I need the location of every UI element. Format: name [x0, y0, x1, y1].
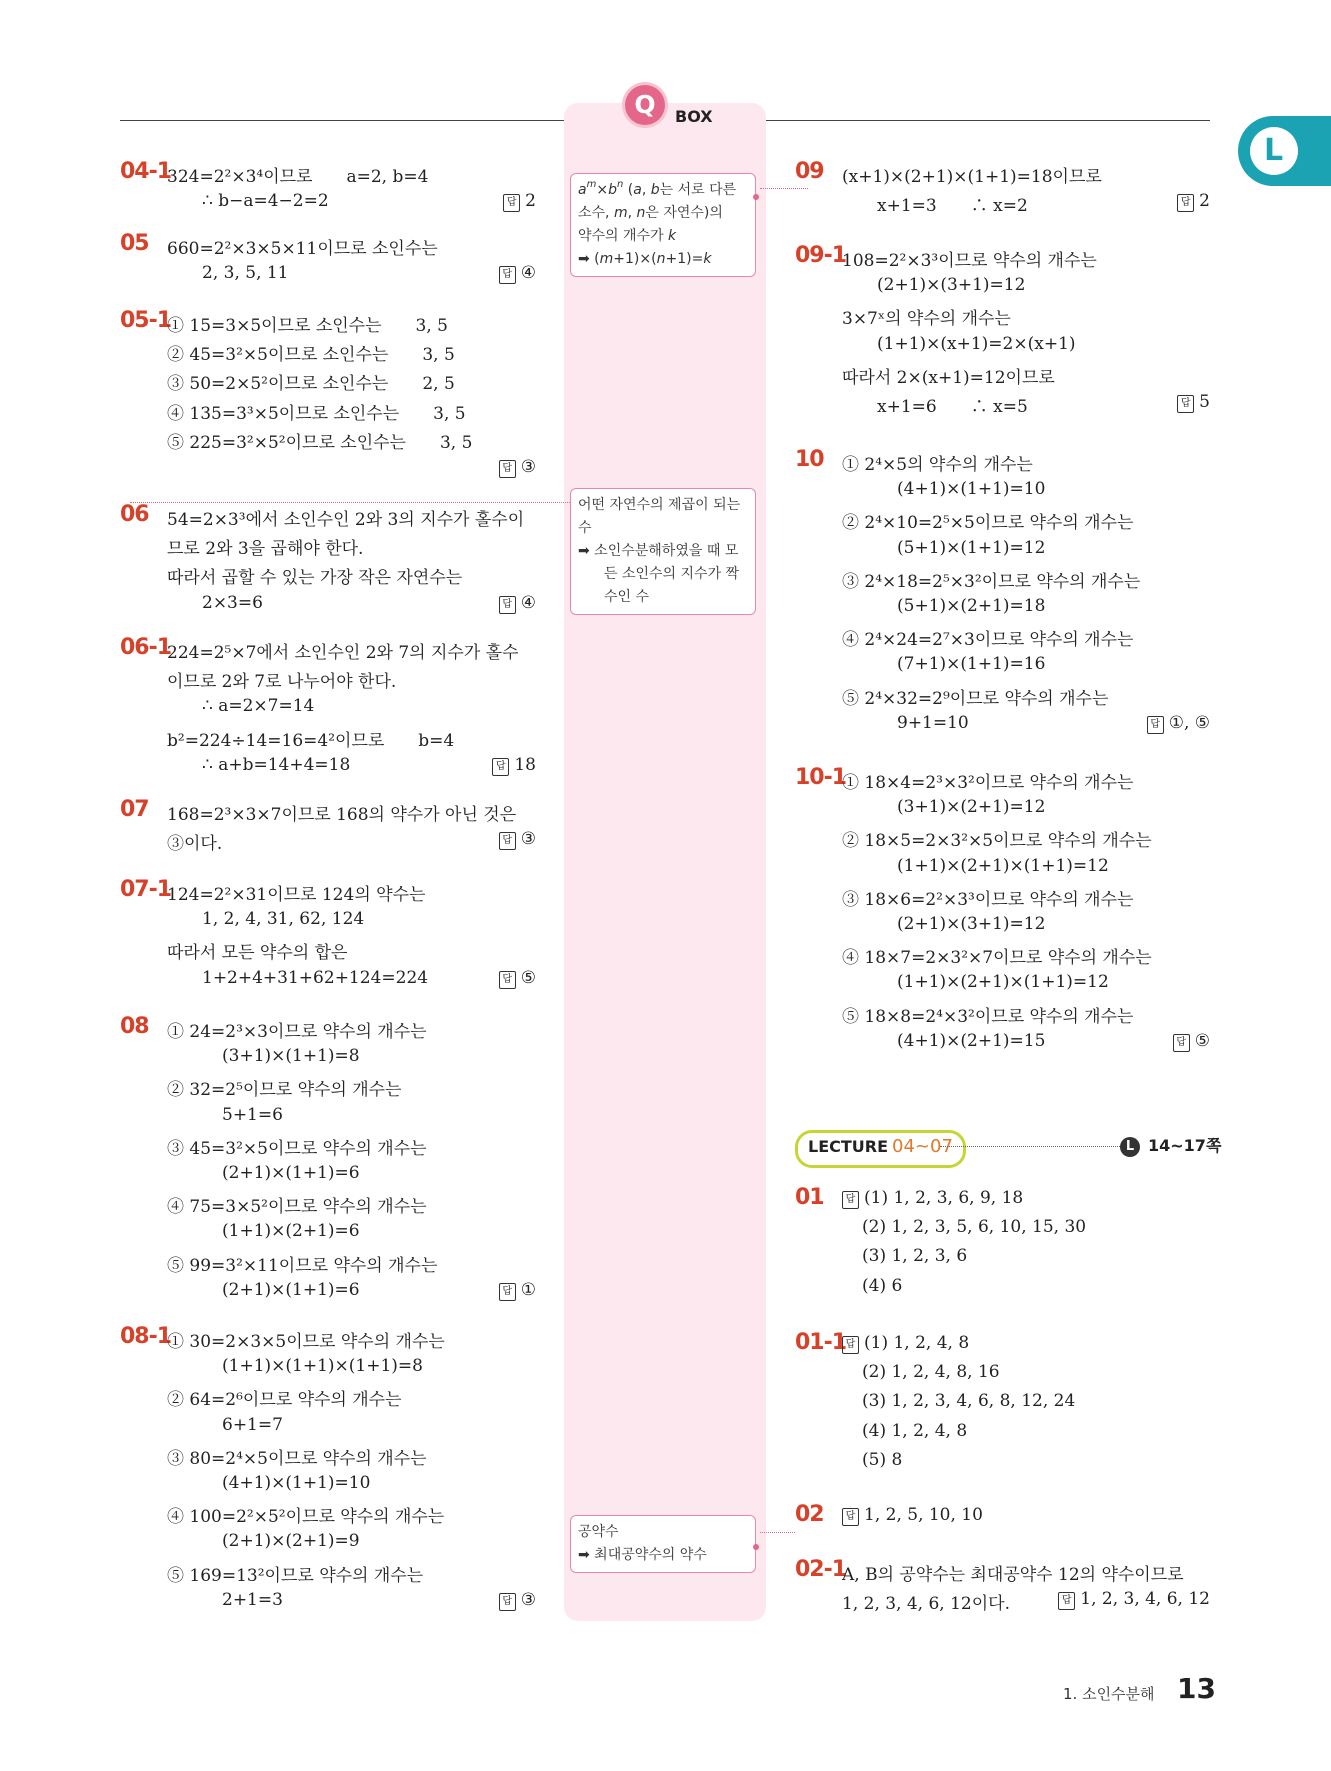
answer	[1173, 1031, 1210, 1052]
problem-number: 06-1	[120, 635, 172, 660]
solution-line: A, B의 공약수는 최대공약수 12의 약수이므로	[842, 1565, 1184, 1585]
problem-number: 04-1	[120, 159, 172, 184]
solution-line: (3) 1, 2, 3, 4, 6, 8, 12, 24	[862, 1391, 1076, 1412]
problem-number: 10-1	[795, 765, 847, 790]
problem-number: 02-1	[795, 1557, 847, 1582]
solution-line: ② 32=2⁵이므로 약수의 개수는	[167, 1080, 402, 1101]
solution-line: (2+1)×(1+1)=6	[222, 1163, 360, 1183]
solution-line: ③ 2⁴×18=2⁵×3²이므로 약수의 개수는	[842, 571, 1141, 592]
solution-line: (4+1)×(2+1)=15	[897, 1030, 1046, 1051]
answer-icon: 답	[492, 758, 509, 776]
note-connector-2	[130, 502, 570, 503]
answer-icon: 답	[503, 194, 520, 212]
solution-line: ③ 50=2×5²이므로 소인수는 2, 5	[167, 374, 455, 395]
answer	[492, 755, 536, 776]
solution-line: ① 18×4=2³×3²이므로 약수의 개수는	[842, 773, 1134, 793]
problem-number: 01-1	[795, 1330, 847, 1355]
solution-line: (3+1)×(1+1)=8	[222, 1046, 360, 1067]
connector-dot	[753, 1544, 759, 1550]
solution-line: ② 64=2⁶이므로 약수의 개수는	[167, 1390, 402, 1411]
answer-value: 2	[1199, 191, 1210, 212]
lecture-tab	[1238, 116, 1331, 186]
solution-line: 124=2²×31이므로 124의 약수는	[167, 885, 426, 905]
problem-number: 05	[120, 231, 149, 256]
answer	[499, 263, 536, 284]
solution-line: ③ 18×6=2²×3³이므로 약수의 개수는	[842, 889, 1134, 910]
lecture-tab-circle	[1250, 127, 1298, 175]
solution-line: 324=2²×3⁴이므로 a=2, b=4	[167, 167, 429, 187]
answer-value: ③	[520, 829, 536, 850]
problem-number: 05-1	[120, 308, 172, 333]
solution-line: 1+2+4+31+62+124=224	[202, 967, 429, 988]
solution-line: 108=2²×3³이므로 약수의 개수는	[842, 251, 1097, 271]
answer-icon: 답	[499, 971, 516, 989]
solution-line: ③ 45=3²×5이므로 약수의 개수는	[167, 1138, 427, 1159]
lecture-dotted-rule	[940, 1146, 1120, 1147]
solution-line: (4) 6	[862, 1275, 903, 1296]
header-rule-left	[120, 120, 564, 121]
answer	[1177, 392, 1210, 413]
solution-line: ② 2⁴×10=2⁵×5이므로 약수의 개수는	[842, 513, 1134, 534]
qbox-note-2	[570, 488, 756, 615]
answer-icon: 답	[1177, 194, 1194, 212]
answer-value: ⑤	[520, 967, 536, 988]
solution-line: ⑤ 2⁴×32=2⁹이므로 약수의 개수는	[842, 688, 1109, 709]
solution-line: 660=2²×3×5×11이므로 소인수는	[167, 239, 438, 259]
solution-line: 224=2⁵×7에서 소인수인 2와 7의 지수가 홀수	[167, 643, 519, 663]
solution-line: (1+1)×(2+1)=6	[222, 1221, 360, 1242]
qbox-note-1	[570, 173, 756, 277]
solution-line: (2+1)×(3+1)=12	[877, 275, 1026, 296]
problem-number: 02	[795, 1502, 824, 1527]
answer-icon: 답	[1058, 1592, 1075, 1610]
solution-line: 2, 3, 5, 11	[202, 263, 289, 284]
solution-line: ② 18×5=2×3²×5이므로 약수의 개수는	[842, 831, 1152, 852]
problem-number: 08-1	[120, 1324, 172, 1349]
solution-line: 1, 2, 4, 31, 62, 124	[202, 909, 365, 930]
solution-line: ⑤ 169=13²이므로 약수의 개수는	[167, 1565, 424, 1586]
lecture-range: 04~07	[892, 1136, 953, 1157]
solution-line: (4+1)×(1+1)=10	[897, 479, 1046, 500]
solution-line: x+1=3 ∴ x=2	[877, 196, 1028, 217]
solution-line: ③이다.	[167, 834, 223, 855]
answer	[1147, 713, 1210, 734]
solution-line: 168=2³×3×7이므로 168의 약수가 아닌 것은	[167, 805, 517, 825]
qbox-note-line: 소수, m, n은 자연수)의	[578, 205, 723, 221]
answer-icon: 답	[499, 596, 516, 614]
solution-line: ① 15=3×5이므로 소인수는 3, 5	[167, 316, 448, 336]
solution-line: 1, 2, 3, 4, 6, 12이다.	[842, 1594, 1010, 1615]
solution-line: (1+1)×(2+1)×(1+1)=12	[897, 855, 1109, 876]
solution-line: (4) 1, 2, 4, 8	[862, 1420, 968, 1441]
qbox-column	[564, 103, 766, 1621]
answer-icon: 답	[499, 1593, 516, 1611]
lecture-label	[795, 1130, 966, 1168]
answer-icon: 답	[499, 266, 516, 284]
solution-line: 이므로 2와 7로 나누어야 한다.	[167, 672, 397, 693]
solution-line: (2) 1, 2, 4, 8, 16	[862, 1362, 1000, 1383]
header-rule-right	[766, 120, 1210, 121]
lecture-word: LECTURE	[808, 1137, 889, 1156]
solution-line: ① 24=2³×3이므로 약수의 개수는	[167, 1022, 427, 1042]
problem-number: 01	[795, 1185, 824, 1210]
solution-line: 6+1=7	[222, 1414, 283, 1435]
solution-line: 따라서 곱할 수 있는 가장 작은 자연수는	[167, 568, 463, 589]
solution-line: (1) 1, 2, 4, 8	[864, 1333, 970, 1353]
solution-line: (4+1)×(1+1)=10	[222, 1473, 371, 1493]
qbox-note-line: ➡ 소인수분해하였을 때 모	[578, 543, 739, 559]
solution-line: ④ 100=2²×5²이므로 약수의 개수는	[167, 1507, 445, 1528]
answer	[499, 968, 536, 989]
solution-line: (2+1)×(2+1)=9	[222, 1531, 360, 1552]
qbox-note-line: 어떤 자연수의 제곱이 되는	[578, 497, 741, 513]
problem-number: 09-1	[795, 243, 847, 268]
solution-line: (7+1)×(1+1)=16	[897, 654, 1046, 675]
answer-icon: 답	[1173, 1034, 1190, 1052]
answer-icon: 답	[499, 1283, 516, 1301]
answer-icon: 답	[499, 832, 516, 850]
solution-line: (1) 1, 2, 3, 6, 9, 18	[864, 1188, 1024, 1208]
answer-icon: 답	[842, 1336, 859, 1354]
answer-value: 2	[525, 191, 536, 212]
answer-value: 18	[514, 754, 536, 775]
solution-line: (5+1)×(2+1)=18	[897, 596, 1046, 616]
qbox-note-line: ➡ 최대공약수의 약수	[578, 1547, 707, 1563]
solution-line: (3+1)×(2+1)=12	[897, 797, 1046, 818]
solution-line: (3) 1, 2, 3, 6	[862, 1246, 968, 1267]
q-badge: Q	[625, 85, 665, 125]
solution-line: x+1=6 ∴ x=5	[877, 397, 1028, 417]
solution-line: (5+1)×(1+1)=12	[897, 537, 1046, 558]
answer-value: ③	[520, 1589, 536, 1610]
solution-line: (2+1)×(3+1)=12	[897, 914, 1046, 934]
lecture-pages	[1120, 1133, 1221, 1157]
solution-line: ④ 75=3×5²이므로 약수의 개수는	[167, 1197, 427, 1218]
answer	[499, 1590, 536, 1611]
solution-line: (2) 1, 2, 3, 5, 6, 10, 15, 30	[862, 1217, 1087, 1238]
solution-line: ∴ a=2×7=14	[202, 696, 315, 717]
solution-line: (1+1)×(1+1)×(1+1)=8	[222, 1356, 423, 1377]
qbox-note-line: 수	[578, 520, 592, 536]
answer-value: ①, ⑤	[1168, 712, 1210, 733]
solution-line: ④ 2⁴×24=2⁷×3이므로 약수의 개수는	[842, 630, 1134, 651]
solution-line: ③ 80=2⁴×5이므로 약수의 개수는	[167, 1448, 427, 1469]
solution-line: ⑤ 99=3²×11이므로 약수의 개수는	[167, 1255, 438, 1276]
solution-line: 따라서 모든 약수의 합은	[167, 943, 348, 964]
answer-value: ③	[520, 457, 536, 477]
solution-line: ⑤ 18×8=2⁴×3²이므로 약수의 개수는	[842, 1006, 1134, 1027]
problem-number: 07-1	[120, 877, 172, 902]
page-number: 13	[1177, 1672, 1216, 1705]
answer	[499, 1280, 536, 1301]
solution-line: 1, 2, 5, 10, 10	[864, 1505, 983, 1525]
qbox-note-line: 수인 수	[604, 589, 650, 605]
solution-line: (5) 8	[862, 1449, 903, 1470]
connector-dot	[753, 194, 759, 200]
note-connector-3	[760, 1532, 795, 1533]
footer-chapter: 1. 소인수분해	[1063, 1685, 1155, 1703]
solution-line: ④ 18×7=2×3²×7이므로 약수의 개수는	[842, 948, 1152, 969]
solution-line: 5+1=6	[222, 1104, 283, 1125]
solution-line: ① 2⁴×5의 약수의 개수는	[842, 455, 1033, 475]
solution-line: b²=224÷14=16=4²이므로 b=4	[167, 730, 455, 751]
answer	[499, 457, 536, 478]
problem-number: 07	[120, 797, 149, 822]
solution-line: 2+1=3	[222, 1589, 283, 1610]
answer-icon-wrap	[842, 1333, 864, 1354]
solution-line: 54=2×3³에서 소인수인 2와 3의 지수가 홀수이	[167, 510, 525, 530]
solution-line: ② 45=3²×5이므로 소인수는 3, 5	[167, 345, 455, 366]
answer-value: ①	[520, 1279, 536, 1300]
answer-value: ④	[520, 592, 536, 613]
answer-icon-wrap	[842, 1505, 864, 1526]
solution-line: ① 30=2×3×5이므로 약수의 개수는	[167, 1332, 445, 1352]
lecture-tab-letter: L	[1264, 133, 1284, 168]
answer-value: 5	[1199, 392, 1210, 412]
qbox-note-line: ➡ (m+1)×(n+1)=k	[578, 251, 712, 267]
solution-line: ④ 135=3³×5이므로 소인수는 3, 5	[167, 403, 466, 424]
lecture-icon: L	[1120, 1137, 1140, 1157]
solution-line: (1+1)×(x+1)=2×(x+1)	[877, 333, 1076, 354]
problem-number: 09	[795, 159, 824, 184]
note-connector-1	[760, 188, 808, 189]
solution-line: 2×3=6	[202, 592, 263, 613]
qbox-note-line: 공약수	[578, 1524, 619, 1540]
answer	[499, 593, 536, 614]
solution-line: (2+1)×(1+1)=6	[222, 1279, 360, 1300]
solution-line: 므로 2와 3을 곱해야 한다.	[167, 539, 364, 560]
qbox-header	[625, 85, 713, 126]
qbox-note-line: $a^m\times b^n$ (a, b는 서로 다른	[578, 179, 737, 198]
qbox-note-line: 약수의 개수가 k	[578, 228, 677, 244]
answer	[1177, 191, 1210, 212]
solution-line: (x+1)×(2+1)×(1+1)=18이므로	[842, 167, 1102, 187]
answer-icon-wrap	[842, 1188, 864, 1209]
solution-line: ⑤ 225=3²×5²이므로 소인수는 3, 5	[167, 432, 473, 453]
answer	[499, 829, 536, 850]
answer-icon: 답	[1147, 716, 1164, 734]
answer-value: ⑤	[1194, 1030, 1210, 1051]
answer-value: 1, 2, 3, 4, 6, 12	[1080, 1589, 1210, 1610]
answer	[1058, 1589, 1210, 1610]
solution-line: ∴ b−a=4−2=2	[202, 191, 329, 212]
box-label: BOX	[675, 107, 713, 126]
qbox-note-line: 든 소인수의 지수가 짝	[604, 566, 740, 582]
answer	[503, 191, 536, 212]
problem-number: 08	[120, 1014, 149, 1039]
solution-line: (1+1)×(2+1)×(1+1)=12	[897, 972, 1109, 993]
answer-icon: 답	[842, 1191, 859, 1209]
problem-number: 06	[120, 502, 149, 527]
solution-line: 3×7ˣ의 약수의 개수는	[842, 309, 1011, 330]
solution-line: ∴ a+b=14+4=18	[202, 754, 351, 775]
qbox-note-3	[570, 1515, 756, 1573]
answer-icon: 답	[1177, 395, 1194, 413]
solution-line: 따라서 2×(x+1)=12이므로	[842, 367, 1055, 388]
answer-icon: 답	[499, 460, 516, 478]
answer-icon: 답	[842, 1508, 859, 1526]
answer-value: ④	[520, 263, 536, 284]
solution-line: 9+1=10	[897, 712, 969, 733]
problem-number: 10	[795, 447, 824, 472]
lecture-pages-text: 14~17쪽	[1148, 1136, 1222, 1155]
